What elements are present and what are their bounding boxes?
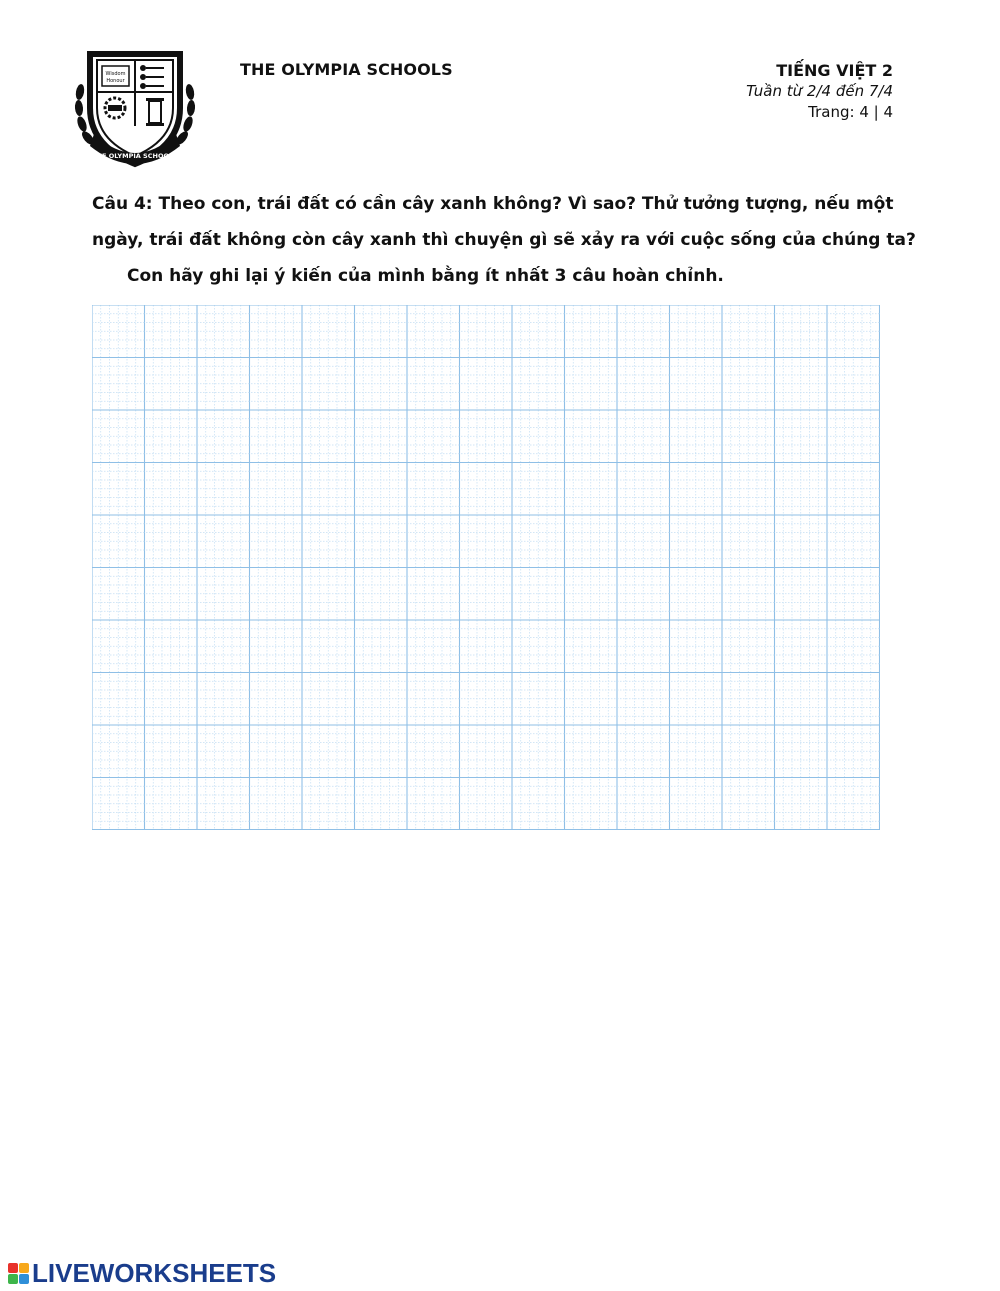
question-line-3: Con hãy ghi lại ý kiến của mình bằng ít nhất 3 câu hoàn chỉnh. bbox=[127, 266, 724, 286]
page-label: Trang: 4 | 4 bbox=[808, 103, 893, 121]
logo-box-green bbox=[8, 1274, 18, 1284]
school-name: THE OLYMPIA SCHOOLS bbox=[240, 60, 453, 79]
question-line-2: ngày, trái đất không còn cây xanh thì chuyện gì sẽ xảy ra với cuộc sống của chúng ta? bbox=[92, 230, 916, 250]
crest-motto-line-1: Wisdom bbox=[105, 71, 126, 77]
school-crest-logo-icon bbox=[72, 46, 198, 172]
crest-ring-text: THE OLYMPIA SCHOOLS bbox=[92, 152, 178, 160]
liveworksheets-icon bbox=[8, 1263, 29, 1284]
question-line-1: Câu 4: Theo con, trái đất có cần cây xanh không? Vì sao? Thử tưởng tượng, nếu một bbox=[92, 194, 894, 214]
logo-box-red bbox=[8, 1263, 18, 1273]
crest-motto-line-2: Honour bbox=[106, 78, 125, 84]
week-range: Tuần từ 2/4 đến 7/4 bbox=[746, 82, 893, 100]
question-text bbox=[92, 186, 932, 294]
logo-box-orange bbox=[19, 1263, 29, 1273]
answer-grid-area[interactable] bbox=[92, 305, 880, 830]
liveworksheets-brand: LIVEWORKSHEETS bbox=[32, 1257, 277, 1288]
header-info-block bbox=[746, 60, 893, 123]
liveworksheets-logo bbox=[8, 1259, 276, 1287]
logo-box-blue bbox=[19, 1274, 29, 1284]
subject-title: TIẾNG VIỆT 2 bbox=[776, 61, 893, 80]
